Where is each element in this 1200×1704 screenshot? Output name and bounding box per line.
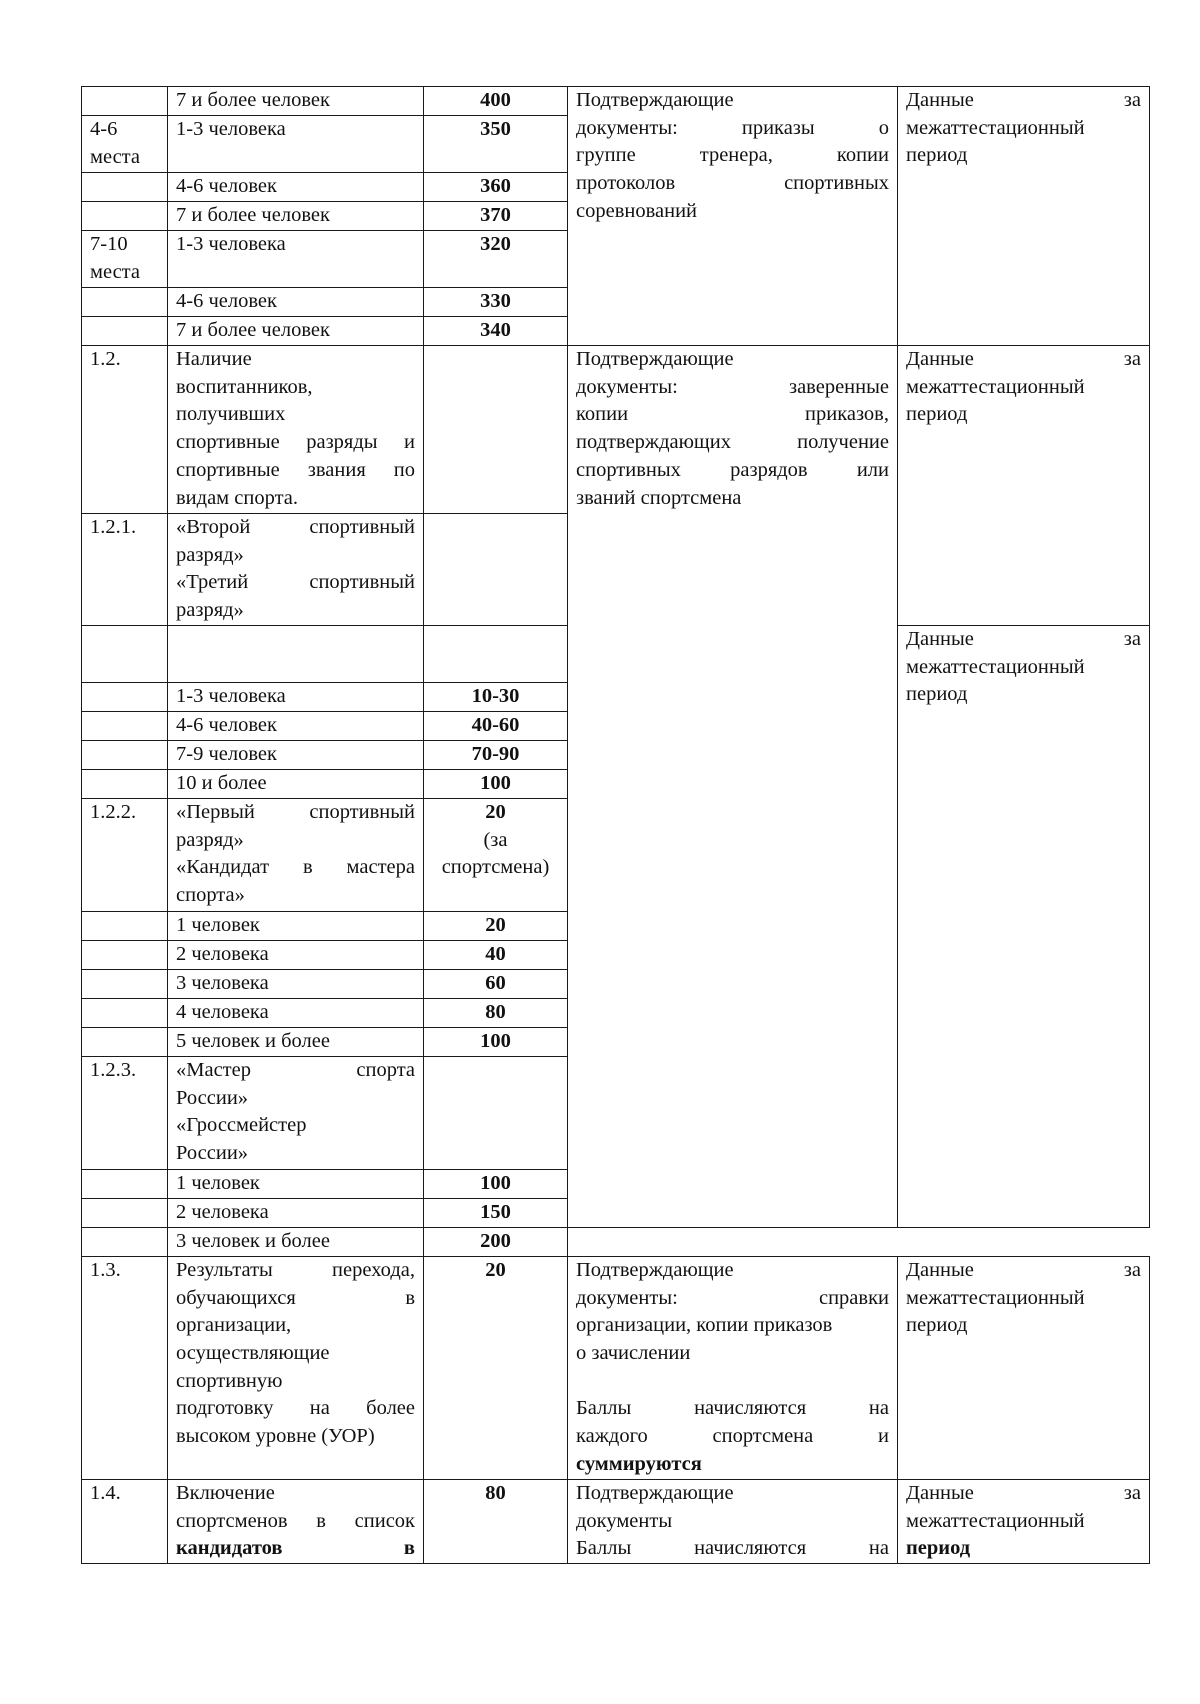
row-number xyxy=(82,317,168,346)
points-value: 10-30 xyxy=(424,682,568,711)
criterion-label: Включение спортсменов в список кандидатов в xyxy=(168,1479,424,1563)
criterion-label: «Второй спортивный разряд» «Третий спортивный разряд» xyxy=(168,514,424,626)
period-cell: Данные за межаттестационный период xyxy=(898,87,1150,346)
row-number xyxy=(82,288,168,317)
row-number xyxy=(82,969,168,998)
row-number xyxy=(82,911,168,940)
criterion-label: 1-3 человека xyxy=(168,116,424,173)
points-value: 20 (за спортсмена) xyxy=(424,798,568,911)
table-row xyxy=(82,346,1150,514)
points-value xyxy=(424,346,568,514)
row-number xyxy=(82,1198,168,1227)
criteria-table xyxy=(81,86,1150,1564)
table-row xyxy=(82,1227,1150,1256)
row-number: 1.2.3. xyxy=(82,1056,168,1169)
criterion-label: Результаты перехода, обучающихся в организации, осуществляющие спортивную подготовку на более высоком уровне (УОР) xyxy=(168,1256,424,1479)
criterion-label: «Первый спортивный разряд» «Кандидат в мастера спорта» xyxy=(168,798,424,911)
points-value: 320 xyxy=(424,231,568,288)
criterion-label: 4 человека xyxy=(168,998,424,1027)
points-value: 100 xyxy=(424,769,568,798)
row-number xyxy=(82,711,168,740)
points-value: 400 xyxy=(424,87,568,116)
points-value xyxy=(424,514,568,626)
criterion-label: 1 человек xyxy=(168,1169,424,1198)
points-value: 20 xyxy=(424,1256,568,1479)
row-number xyxy=(82,87,168,116)
points-value: 60 xyxy=(424,969,568,998)
row-number xyxy=(82,740,168,769)
criterion-label: 7-9 человек xyxy=(168,740,424,769)
row-number xyxy=(82,1227,168,1256)
period-cell: Данные за межаттестационный период xyxy=(898,346,1150,626)
points-value: 360 xyxy=(424,173,568,202)
points-value: 80 xyxy=(424,998,568,1027)
row-number: 1.2.2. xyxy=(82,798,168,911)
row-number xyxy=(82,769,168,798)
criterion-label: 7 и более человек xyxy=(168,202,424,231)
points-value: 40-60 xyxy=(424,711,568,740)
points-value: 200 xyxy=(424,1227,568,1256)
criterion-label: «Мастер спорта России» «Гроссмейстер России» xyxy=(168,1056,424,1169)
row-number xyxy=(82,202,168,231)
points-value xyxy=(424,1056,568,1169)
criterion-label: 7 и более человек xyxy=(168,317,424,346)
criterion-label: 1-3 человека xyxy=(168,231,424,288)
row-number: 1.3. xyxy=(82,1256,168,1479)
documents-cell: Подтверждающие документы Баллы начисляются на xyxy=(568,1479,898,1563)
row-number: 1.2. xyxy=(82,346,168,514)
row-number xyxy=(82,998,168,1027)
points-value: 70-90 xyxy=(424,740,568,769)
criterion-label: 4-6 человек xyxy=(168,711,424,740)
criterion-label: 4-6 человек xyxy=(168,288,424,317)
table-row xyxy=(82,1479,1150,1563)
table-row xyxy=(82,1256,1150,1479)
points-value: 100 xyxy=(424,1027,568,1056)
criterion-label: Наличие воспитанников, получивших спортивные разряды и спортивные звания по видам спорта. xyxy=(168,346,424,514)
criterion-label: 1 человек xyxy=(168,911,424,940)
row-number: 1.2.1. xyxy=(82,514,168,626)
period-cell: Данные за межаттестационный период xyxy=(898,1256,1150,1479)
points-value: 370 xyxy=(424,202,568,231)
points-value: 340 xyxy=(424,317,568,346)
table-row xyxy=(82,87,1150,116)
period-cell: Данные за межаттестационный период xyxy=(898,625,1150,1227)
criterion-label: 10 и более xyxy=(168,769,424,798)
criterion-label: 5 человек и более xyxy=(168,1027,424,1056)
points-value: 80 xyxy=(424,1479,568,1563)
row-number xyxy=(82,682,168,711)
criterion-label xyxy=(168,625,424,682)
row-number xyxy=(82,1027,168,1056)
row-number xyxy=(82,1169,168,1198)
criterion-label: 4-6 человек xyxy=(168,173,424,202)
row-number: 1.4. xyxy=(82,1479,168,1563)
row-number: 7-10 места xyxy=(82,231,168,288)
row-number xyxy=(82,940,168,969)
points-value: 150 xyxy=(424,1198,568,1227)
points-value: 20 xyxy=(424,911,568,940)
row-number: 4-6 места xyxy=(82,116,168,173)
row-number xyxy=(82,625,168,682)
points-value: 350 xyxy=(424,116,568,173)
criterion-label: 7 и более человек xyxy=(168,87,424,116)
documents-cell: Подтверждающие документы: заверенные копии приказов, подтверждающих получение спортивных разрядов или званий спортсмена xyxy=(568,346,898,1228)
criterion-label: 3 человек и более xyxy=(168,1227,424,1256)
points-value xyxy=(424,625,568,682)
criterion-label: 2 человека xyxy=(168,940,424,969)
period-cell: Данные за межаттестационный период xyxy=(898,1479,1150,1563)
points-value: 100 xyxy=(424,1169,568,1198)
documents-cell: Подтверждающие документы: справки организации, копии приказов о зачислении Баллы начисляются на каждого спортсмена и суммируются xyxy=(568,1256,898,1479)
criterion-label: 3 человека xyxy=(168,969,424,998)
points-value: 40 xyxy=(424,940,568,969)
row-number xyxy=(82,173,168,202)
points-value: 330 xyxy=(424,288,568,317)
criterion-label: 2 человека xyxy=(168,1198,424,1227)
criterion-label: 1-3 человека xyxy=(168,682,424,711)
documents-cell: Подтверждающие документы: приказы о группе тренера, копии протоколов спортивных соревнований xyxy=(568,87,898,346)
